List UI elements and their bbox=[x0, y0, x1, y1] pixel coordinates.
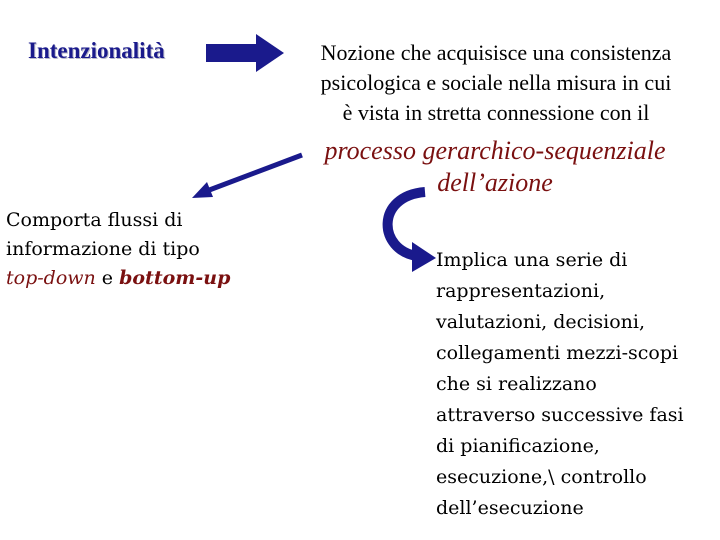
implies-line: Implica una serie di bbox=[436, 249, 628, 271]
right-arrow-icon bbox=[206, 34, 284, 72]
implies-line: rappresentazioni, bbox=[436, 280, 606, 302]
implies-line: esecuzione,\ controllo bbox=[436, 466, 647, 488]
flows-line: Comporta flussi di bbox=[6, 209, 183, 231]
title: Intenzionalità bbox=[28, 38, 165, 63]
implies-line: valutazioni, decisioni, bbox=[436, 311, 645, 333]
emphasis-text bbox=[290, 135, 700, 199]
emphasis-line: dell’azione bbox=[437, 168, 553, 197]
term-conjunction: e bbox=[95, 267, 120, 289]
flows-line: informazione di tipo bbox=[6, 238, 200, 260]
implies-line: attraverso successive fasi bbox=[436, 404, 684, 426]
implies-line: dell’esecuzione bbox=[436, 497, 584, 519]
curved-arrow-icon bbox=[388, 192, 436, 272]
implies-line: di pianificazione, bbox=[436, 435, 600, 457]
implies-line: collegamenti mezzi-scopi bbox=[436, 342, 679, 364]
implies-line: che si realizzano bbox=[436, 373, 597, 395]
term-top-down: top-down bbox=[6, 267, 96, 289]
term-bottom-up: bottom-up bbox=[119, 267, 231, 289]
down-left-arrow-icon bbox=[192, 155, 302, 198]
definition-line: psicologica e sociale nella misura in cui bbox=[320, 70, 672, 95]
flows-terms-line bbox=[6, 264, 266, 293]
flows-text bbox=[6, 206, 266, 293]
emphasis-line: processo gerarchico-sequenziale bbox=[324, 136, 666, 165]
definition-line: è vista in stretta connessione con il bbox=[342, 100, 650, 125]
implies-text bbox=[436, 245, 720, 524]
definition-line: Nozione che acquisisce una consistenza bbox=[320, 40, 672, 65]
definition-text bbox=[280, 38, 712, 128]
